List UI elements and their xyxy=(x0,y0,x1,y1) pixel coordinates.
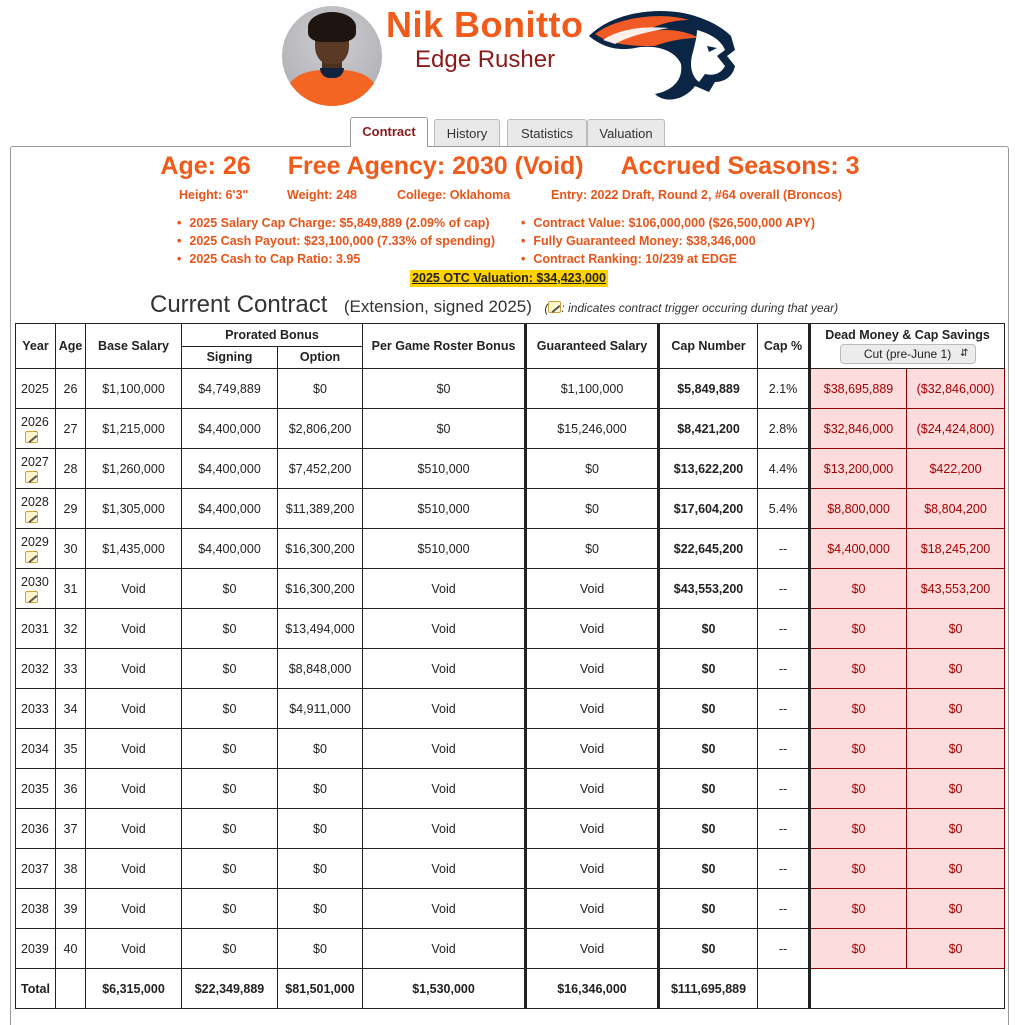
cell-base: Void xyxy=(86,889,182,929)
cell-base: $1,260,000 xyxy=(86,449,182,489)
contract-trigger-note-icon[interactable] xyxy=(25,591,38,603)
cell-dead: $0 xyxy=(810,769,907,809)
cell-signing: $4,400,000 xyxy=(182,409,278,449)
cell-age: 32 xyxy=(56,609,86,649)
tab-contract[interactable]: Contract xyxy=(350,117,428,147)
cell-option: $11,389,200 xyxy=(278,489,363,529)
col-cap-number: Cap Number xyxy=(659,324,758,369)
cap-charge-fact: • 2025 Salary Cap Charge: $5,849,889 (2.09% of cap) xyxy=(177,216,495,234)
cell-base: $1,305,000 xyxy=(86,489,182,529)
cell-signing: $0 xyxy=(182,649,278,689)
cell-cap: $8,421,200 xyxy=(659,409,758,449)
cell-year: 2032 xyxy=(16,649,56,689)
table-row xyxy=(16,889,1005,929)
cell-year: 2035 xyxy=(16,769,56,809)
cell-base: Void xyxy=(86,809,182,849)
cell-roster: Void xyxy=(363,889,526,929)
cell-guaranteed: Void xyxy=(526,689,659,729)
cell-option: $8,848,000 xyxy=(278,649,363,689)
cell-guaranteed: Void xyxy=(526,729,659,769)
cell-signing: $0 xyxy=(182,809,278,849)
cell-guaranteed: Void xyxy=(526,609,659,649)
cell-pct: -- xyxy=(758,809,810,849)
cell-year: 2036 xyxy=(16,809,56,849)
tab-statistics[interactable]: Statistics xyxy=(507,119,587,147)
cell-age: 33 xyxy=(56,649,86,689)
height-label: Height: 6'3" xyxy=(179,188,249,202)
cell-pct: 2.1% xyxy=(758,369,810,409)
cell-dead: $0 xyxy=(810,569,907,609)
table-row xyxy=(16,729,1005,769)
contract-title xyxy=(150,291,838,319)
cell-guaranteed: Void xyxy=(526,769,659,809)
cell-base: $1,100,000 xyxy=(86,369,182,409)
cell-savings: ($32,846,000) xyxy=(907,369,1005,409)
cell-base: Void xyxy=(86,689,182,729)
cell-dead: $0 xyxy=(810,849,907,889)
cell-pct: 2.8% xyxy=(758,409,810,449)
contract-trigger-note-icon[interactable] xyxy=(25,471,38,483)
table-row xyxy=(16,529,1005,569)
cell-roster: $0 xyxy=(363,409,526,449)
cell-roster: Void xyxy=(363,729,526,769)
cell-dead: $0 xyxy=(810,809,907,849)
otc-valuation-link[interactable]: 2025 OTC Valuation: $34,423,000 xyxy=(410,270,608,287)
cell-base: Void xyxy=(86,649,182,689)
contract-subtitle: (Extension, signed 2025) xyxy=(343,297,532,316)
col-option: Option xyxy=(278,346,363,369)
cell-dead: $0 xyxy=(810,689,907,729)
cell-dead: $32,846,000 xyxy=(810,409,907,449)
cell-cap: $43,553,200 xyxy=(659,569,758,609)
college-label: College: Oklahoma xyxy=(397,188,511,202)
cell-year: 2030 xyxy=(16,569,56,609)
cell-dead: $0 xyxy=(810,609,907,649)
table-row xyxy=(16,769,1005,809)
cell-signing: $0 xyxy=(182,769,278,809)
cell-option: $0 xyxy=(278,849,363,889)
cell-savings: $0 xyxy=(907,769,1005,809)
cell-savings: $0 xyxy=(907,689,1005,729)
cell-guaranteed: Void xyxy=(526,849,659,889)
cell-savings: $0 xyxy=(907,649,1005,689)
cell-option: $16,300,200 xyxy=(278,529,363,569)
cell-pct: -- xyxy=(758,889,810,929)
cell-savings: $0 xyxy=(907,729,1005,769)
cell-savings: $0 xyxy=(907,609,1005,649)
cell-option: $0 xyxy=(278,889,363,929)
cell-guaranteed: $15,246,000 xyxy=(526,409,659,449)
contract-trigger-note-icon[interactable] xyxy=(25,551,38,563)
cell-pct: -- xyxy=(758,729,810,769)
cell-savings: $422,200 xyxy=(907,449,1005,489)
cell-signing: $4,749,889 xyxy=(182,369,278,409)
cell-cap: $0 xyxy=(659,929,758,969)
cell-year: 2028 xyxy=(16,489,56,529)
cell-base: Void xyxy=(86,569,182,609)
cell-roster: $510,000 xyxy=(363,529,526,569)
cell-cap: $0 xyxy=(659,609,758,649)
cell-age: 38 xyxy=(56,849,86,889)
table-row xyxy=(16,809,1005,849)
cell-signing: $4,400,000 xyxy=(182,449,278,489)
cell-option: $13,494,000 xyxy=(278,609,363,649)
col-guaranteed-salary: Guaranteed Salary xyxy=(526,324,659,369)
col-signing: Signing xyxy=(182,346,278,369)
cell-age: 27 xyxy=(56,409,86,449)
cash-payout-fact: • 2025 Cash Payout: $23,100,000 (7.33% of spending) xyxy=(177,234,495,252)
cell-age: 31 xyxy=(56,569,86,609)
cell-cap: $0 xyxy=(659,649,758,689)
cell-savings: $0 xyxy=(907,929,1005,969)
cell-savings: $8,804,200 xyxy=(907,489,1005,529)
cell-signing: $0 xyxy=(182,689,278,729)
cell-dead: $0 xyxy=(810,929,907,969)
cell-year: 2025 xyxy=(16,369,56,409)
cell-roster: $510,000 xyxy=(363,489,526,529)
col-year: Year xyxy=(16,324,56,369)
cell-year: 2034 xyxy=(16,729,56,769)
cell-base: $1,215,000 xyxy=(86,409,182,449)
cell-option: $0 xyxy=(278,729,363,769)
cell-guaranteed: $0 xyxy=(526,489,659,529)
table-row xyxy=(16,449,1005,489)
cell-signing: $0 xyxy=(182,929,278,969)
cash-cap-ratio-fact: • 2025 Cash to Cap Ratio: 3.95 xyxy=(177,252,495,270)
cell-cap: $17,604,200 xyxy=(659,489,758,529)
cell-base: Void xyxy=(86,849,182,889)
col-prorated-bonus: Prorated Bonus xyxy=(182,324,363,347)
cell-base: Void xyxy=(86,729,182,769)
player-position: Edge Rusher xyxy=(415,46,556,73)
cell-dead: $38,695,889 xyxy=(810,369,907,409)
note-icon xyxy=(548,301,561,313)
cell-guaranteed: Void xyxy=(526,809,659,849)
cell-base: Void xyxy=(86,929,182,969)
cell-dead: $0 xyxy=(810,649,907,689)
contract-trigger-note-icon[interactable] xyxy=(25,431,38,443)
col-age: Age xyxy=(56,324,86,369)
cell-savings: $0 xyxy=(907,889,1005,929)
cell-signing: $4,400,000 xyxy=(182,489,278,529)
cell-dead: $13,200,000 xyxy=(810,449,907,489)
cell-year: 2027 xyxy=(16,449,56,489)
cell-cap: $13,622,200 xyxy=(659,449,758,489)
cell-savings: $43,553,200 xyxy=(907,569,1005,609)
cell-guaranteed: Void xyxy=(526,569,659,609)
cell-pct: 4.4% xyxy=(758,449,810,489)
cell-age: 39 xyxy=(56,889,86,929)
cell-roster: Void xyxy=(363,809,526,849)
cell-cap: $0 xyxy=(659,729,758,769)
cell-cap: $5,849,889 xyxy=(659,369,758,409)
cell-guaranteed: Void xyxy=(526,929,659,969)
cell-pct: -- xyxy=(758,929,810,969)
contract-value-fact: • Contract Value: $106,000,000 ($26,500,000 APY) xyxy=(521,216,815,234)
cell-age: 34 xyxy=(56,689,86,729)
guaranteed-money-fact: • Fully Guaranteed Money: $38,346,000 xyxy=(521,234,815,252)
cell-signing: $0 xyxy=(182,889,278,929)
cell-guaranteed: $1,100,000 xyxy=(526,369,659,409)
cell-option: $0 xyxy=(278,769,363,809)
cell-base: Void xyxy=(86,769,182,809)
table-row xyxy=(16,649,1005,689)
cell-signing: $4,400,000 xyxy=(182,529,278,569)
cell-signing: $0 xyxy=(182,729,278,769)
cell-option: $16,300,200 xyxy=(278,569,363,609)
cell-roster: Void xyxy=(363,769,526,809)
cell-pct: -- xyxy=(758,609,810,649)
contract-facts-right xyxy=(521,216,815,270)
table-row xyxy=(16,689,1005,729)
cell-roster: Void xyxy=(363,569,526,609)
cell-guaranteed: Void xyxy=(526,649,659,689)
cell-pct: -- xyxy=(758,649,810,689)
cell-option: $0 xyxy=(278,809,363,849)
table-row xyxy=(16,369,1005,409)
cell-age: 36 xyxy=(56,769,86,809)
cell-pct: -- xyxy=(758,569,810,609)
cell-dead: $4,400,000 xyxy=(810,529,907,569)
cell-age: 26 xyxy=(56,369,86,409)
player-headshot xyxy=(282,6,382,106)
cell-savings: $18,245,200 xyxy=(907,529,1005,569)
accrued-seasons-label: Accrued Seasons: 3 xyxy=(620,152,860,180)
weight-label: Weight: 248 xyxy=(287,188,357,202)
col-base-salary: Base Salary xyxy=(86,324,182,369)
cell-pct: -- xyxy=(758,529,810,569)
player-header xyxy=(0,0,1020,112)
age-label: Age: 26 xyxy=(160,152,251,180)
cell-roster: Void xyxy=(363,849,526,889)
cell-cap: $0 xyxy=(659,889,758,929)
cell-signing: $0 xyxy=(182,849,278,889)
cell-savings: $0 xyxy=(907,809,1005,849)
table-row xyxy=(16,929,1005,969)
cell-age: 37 xyxy=(56,809,86,849)
cell-base: $1,435,000 xyxy=(86,529,182,569)
cell-base: Void xyxy=(86,609,182,649)
col-dead-money: Dead Money & Cap Savings Cut (pre-June 1) ⇵ xyxy=(810,324,1005,369)
table-row xyxy=(16,609,1005,649)
col-roster-bonus: Per Game Roster Bonus xyxy=(363,324,526,369)
entry-label: Entry: 2022 Draft, Round 2, #64 overall (Broncos) xyxy=(551,188,843,202)
cell-age: 29 xyxy=(56,489,86,529)
cell-dead: $8,800,000 xyxy=(810,489,907,529)
cell-cap: $0 xyxy=(659,809,758,849)
cell-cap: $0 xyxy=(659,849,758,889)
player-name: Nik Bonitto xyxy=(386,4,584,45)
cell-roster: Void xyxy=(363,929,526,969)
total-row: Total $6,315,000 $22,349,889 $81,501,000 $1,530,000 $16,346,000 $111,695,889 xyxy=(16,969,1005,1009)
contract-facts-left xyxy=(177,216,495,270)
cell-year: 2031 xyxy=(16,609,56,649)
cell-year: 2037 xyxy=(16,849,56,889)
cell-roster: $510,000 xyxy=(363,449,526,489)
cell-year: 2026 xyxy=(16,409,56,449)
summary-headline xyxy=(0,152,1020,181)
cell-year: 2038 xyxy=(16,889,56,929)
cell-dead: $0 xyxy=(810,889,907,929)
cell-year: 2029 xyxy=(16,529,56,569)
cell-pct: -- xyxy=(758,769,810,809)
tab-history[interactable]: History xyxy=(434,119,500,147)
free-agency-label: Free Agency: 2030 (Void) xyxy=(287,152,584,180)
current-contract-heading: Current Contract xyxy=(150,291,328,318)
cell-pct: 5.4% xyxy=(758,489,810,529)
cell-age: 40 xyxy=(56,929,86,969)
cell-option: $4,911,000 xyxy=(278,689,363,729)
cell-guaranteed: Void xyxy=(526,889,659,929)
cell-savings: $0 xyxy=(907,849,1005,889)
chevron-updown-icon: ⇵ xyxy=(960,348,969,359)
cell-age: 30 xyxy=(56,529,86,569)
table-row xyxy=(16,409,1005,449)
cell-age: 35 xyxy=(56,729,86,769)
cell-pct: -- xyxy=(758,689,810,729)
cell-signing: $0 xyxy=(182,609,278,649)
cell-guaranteed: $0 xyxy=(526,449,659,489)
cell-option: $0 xyxy=(278,929,363,969)
cell-savings: ($24,424,800) xyxy=(907,409,1005,449)
contract-trigger-note-icon[interactable] xyxy=(25,511,38,523)
col-cap-pct: Cap % xyxy=(758,324,810,369)
table-row xyxy=(16,489,1005,529)
cell-roster: Void xyxy=(363,609,526,649)
cell-roster: Void xyxy=(363,649,526,689)
cell-dead: $0 xyxy=(810,729,907,769)
cell-cap: $22,645,200 xyxy=(659,529,758,569)
cell-cap: $0 xyxy=(659,769,758,809)
cell-signing: $0 xyxy=(182,569,278,609)
cell-cap: $0 xyxy=(659,689,758,729)
table-row xyxy=(16,569,1005,609)
cell-age: 28 xyxy=(56,449,86,489)
cell-year: 2039 xyxy=(16,929,56,969)
cell-roster: Void xyxy=(363,689,526,729)
cell-year: 2033 xyxy=(16,689,56,729)
tab-valuation[interactable]: Valuation xyxy=(587,119,665,147)
broncos-logo-icon xyxy=(585,6,737,104)
cell-option: $2,806,200 xyxy=(278,409,363,449)
cell-pct: -- xyxy=(758,849,810,889)
cell-roster: $0 xyxy=(363,369,526,409)
contract-ranking-fact: • Contract Ranking: 10/239 at EDGE xyxy=(521,252,815,270)
cut-type-select[interactable]: Cut (pre-June 1) ⇵ xyxy=(840,344,976,364)
cell-option: $0 xyxy=(278,369,363,409)
cell-guaranteed: $0 xyxy=(526,529,659,569)
cell-option: $7,452,200 xyxy=(278,449,363,489)
table-row xyxy=(16,849,1005,889)
trigger-legend: ( : indicates contract trigger occuring during that year) xyxy=(544,301,839,315)
contract-table xyxy=(15,323,1005,1009)
